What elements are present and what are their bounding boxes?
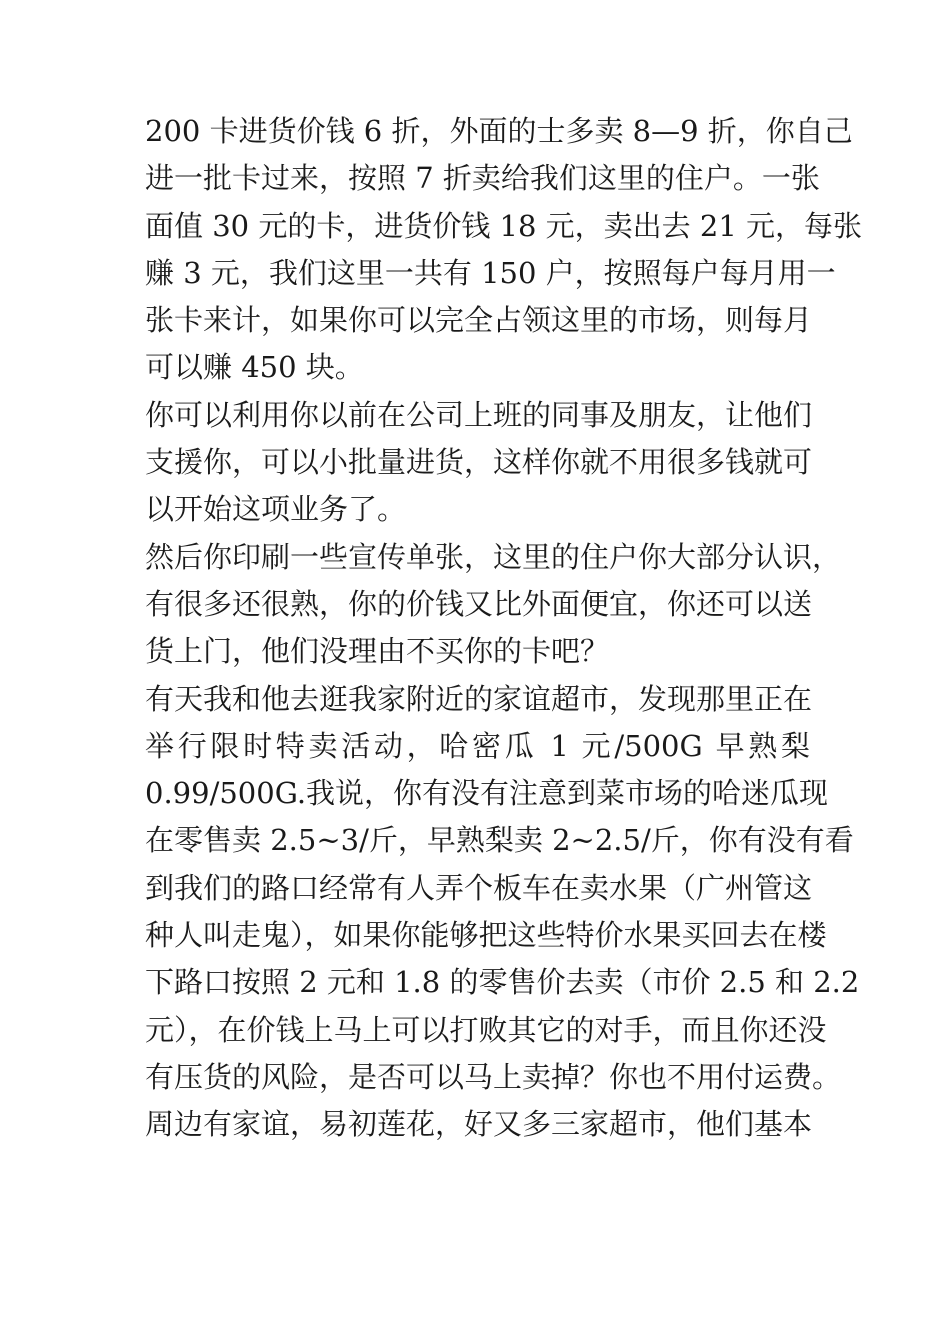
text-line: 可以赚 450 块。 <box>145 350 364 385</box>
text-line: 到我们的路口经常有人弄个板车在卖水果（广州管这 <box>145 870 813 905</box>
text-line: 周边有家谊，易初莲花，好又多三家超市，他们基本 <box>145 1107 813 1142</box>
text-line: 有天我和他去逛我家附近的家谊超市，发现那里正在 <box>145 681 813 716</box>
text-line: 你可以利用你以前在公司上班的同事及朋友，让他们 <box>145 397 813 432</box>
text-line: 有压货的风险，是否可以马上卖掉？你也不用付运费。 <box>145 1059 842 1094</box>
text-line: 以开始这项业务了。 <box>145 492 407 527</box>
text-line: 元），在价钱上马上可以打败其它的对手，而且你还没 <box>145 1012 827 1047</box>
text-line: 支援你，可以小批量进货，这样你就不用很多钱就可 <box>145 445 813 480</box>
text-line: 200 卡进货价钱 6 折，外面的士多卖 8—9 折，你自己 <box>145 114 853 148</box>
text-line: 在零售卖 2.5~3/斤，早熟梨卖 2~2.5/斤，你有没有看 <box>145 823 854 858</box>
text-line: 赚 3 元，我们这里一共有 150 户，按照每户每月用一 <box>145 255 836 290</box>
body-text <box>145 108 863 1149</box>
text-line: 面值 30 元的卡，进货价钱 18 元，卖出去 21 元，每张 <box>145 208 863 243</box>
text-line: 然后你印刷一些宣传单张，这里的住户你大部分认识， <box>145 539 842 574</box>
text-line: 0.99/500G.我说，你有没有注意到菜市场的哈迷瓜现 <box>145 776 829 811</box>
text-line: 张卡来计，如果你可以完全占领这里的市场，则每月 <box>145 303 813 338</box>
text-line: 下路口按照 2 元和 1.8 的零售价去卖（市价 2.5 和 2.2 <box>145 965 860 1000</box>
text-line: 举行限时特卖活动，哈密瓜 1 元/500G 早熟梨 <box>145 728 810 763</box>
text-line: 进一批卡过来，按照 7 折卖给我们这里的住户。一张 <box>145 161 820 196</box>
text-line: 种人叫走鬼），如果你能够把这些特价水果买回去在楼 <box>145 918 827 953</box>
text-line: 货上门，他们没理由不买你的卡吧？ <box>145 634 610 669</box>
text-line: 有很多还很熟，你的价钱又比外面便宜，你还可以送 <box>145 586 813 621</box>
